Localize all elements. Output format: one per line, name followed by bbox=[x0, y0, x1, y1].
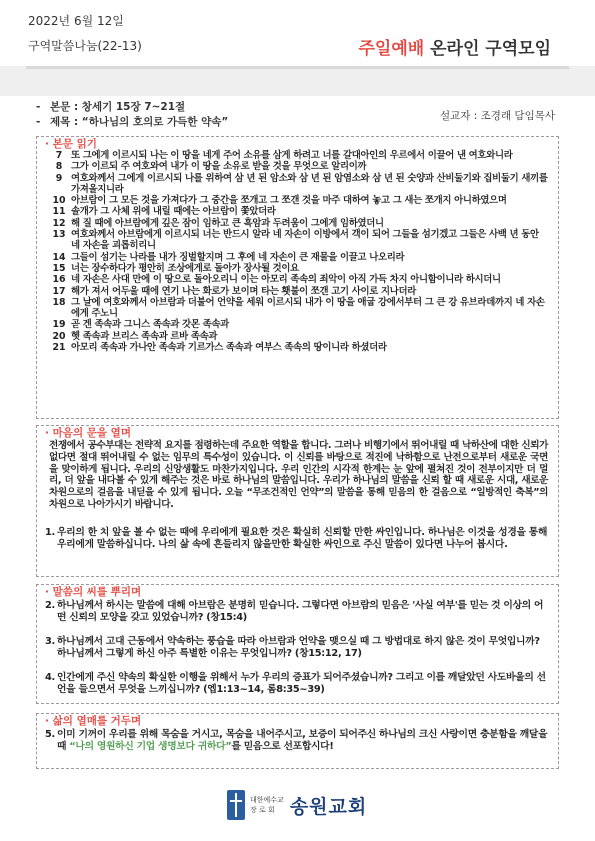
verse-text: 그가 이르되 주 여호와여 내가 이 땅을 소유로 받을 것을 무엇으로 알리이까 bbox=[71, 161, 367, 173]
verse-number: 16 bbox=[52, 274, 66, 286]
verse-row bbox=[47, 195, 550, 206]
preacher-name: 설교자 : 조경래 담임목사 bbox=[440, 110, 555, 122]
verse-text: 솔개가 그 사체 위에 내릴 때에는 아브람이 쫓았더라 bbox=[71, 206, 276, 218]
sermon-title: 제목 : “하나님의 호의로 가득한 약속” bbox=[50, 116, 229, 128]
hymn-quote: “나의 영원하신 기업 생명보다 귀하다” bbox=[69, 741, 232, 753]
verse-number: 7 bbox=[55, 150, 63, 161]
harvest-title: · 삶의 열매를 거두며 bbox=[45, 715, 142, 727]
verse-row bbox=[47, 274, 550, 285]
verse-row bbox=[47, 252, 550, 263]
verse-number: 20 bbox=[52, 330, 66, 342]
verse-row bbox=[47, 218, 550, 229]
question-5: 5. 이미 기꺼이 우리를 위해 목숨을 거시고, 목숨을 내어주시고, 보증이 되어주신 하나님의 크신 사랑이면 충분함을 깨달을 때 “나의 영원하신 기업 생명보다 귀하다”를 믿음으로 선포합시다! bbox=[45, 729, 548, 753]
verse-text: 그 날에 여호와께서 아브람과 더불어 언약을 세워 이르시되 내가 이 땅을 애굽 강에서부터 그 큰 강 유브라데까지 네 자손에게 주노니 bbox=[71, 296, 545, 320]
verse-number: 19 bbox=[52, 319, 66, 331]
verse-text: 해가 져서 어두울 때에 연기 나는 화로가 보이며 타는 횃불이 쪼갠 고기 사이로 지나더라 bbox=[71, 285, 417, 297]
verse-text: 곧 겐 족속과 그니스 족속과 갓몬 족속과 bbox=[71, 319, 229, 331]
page-title-accent: 주일예배 bbox=[358, 39, 425, 59]
verse-number: 18 bbox=[52, 296, 66, 308]
question-2: 2. 하나님께서 하시는 말씀에 대해 아브람은 분명히 믿습니다. 그렇다면 아브람의 믿음은 '사실 여부'를 믿는 것 이상의 어떤 신뢰의 모양을 갖고 있었습니까? (창15:4) bbox=[45, 600, 544, 624]
verse-text: 너는 장수하다가 평안히 조상에게로 돌아가 장사될 것이요 bbox=[71, 262, 299, 274]
sow-word-section bbox=[36, 584, 559, 704]
sermon-info: - 본문 : 창세기 15장 7~21절 - 제목 : “하나님의 호의로 가득한 약속” bbox=[36, 101, 229, 128]
verse-number: 21 bbox=[52, 342, 66, 354]
verse-row bbox=[47, 229, 550, 252]
question-1: 1. 우리의 한 치 앞을 볼 수 없는 때에 우리에게 필요한 것은 확실히 신뢰할 만한 싸인입니다. 하나님은 이것을 성경을 통해 우리에게 말씀하십니다. 나의 삶 속에 흔들리지 않을만한 확실한 싸인으로 주신 말씀이 있다면 나누어 봅시다. bbox=[45, 527, 548, 551]
verse-row bbox=[47, 206, 550, 217]
church-name: 송원교회 bbox=[289, 795, 368, 818]
verse-number: 8 bbox=[55, 161, 63, 173]
bulletin-date: 2022년 6월 12일 bbox=[28, 14, 124, 28]
verse-number: 9 bbox=[55, 172, 63, 184]
verse-number: 10 bbox=[52, 195, 66, 207]
verse-text: 네 자손은 사대 만에 이 땅으로 돌아오리니 이는 아모리 족속의 죄악이 아직 가득 차지 아니함이니라 하시더니 bbox=[71, 274, 501, 286]
header-left bbox=[28, 12, 142, 54]
bulletin-subtitle: 구역말씀나눔(22-13) bbox=[28, 39, 142, 53]
reading-section-title: · 본문 읽기 bbox=[45, 138, 97, 150]
verse-row bbox=[47, 161, 550, 172]
church-logo bbox=[227, 790, 367, 820]
verse-text: 여호와께서 아브람에게 이르시되 너는 반드시 알라 네 자손이 이방에서 객이 되어 그들을 섬기겠고 그들은 사백 년 동안 네 자손을 괴롭히리니 bbox=[71, 229, 539, 252]
verse-row bbox=[47, 297, 550, 320]
question-4: 4. 인간에게 주신 약속의 확실한 이행을 위해서 누가 우리의 증표가 되어주셨습니까? 그리고 이를 깨달았던 사도바울의 선언을 들으면서 무엇을 느끼십니까? (엡1:13~14, 롬8:35~39) bbox=[45, 672, 546, 696]
question-3: 3. 하나님께서 고대 근동에서 약속하는 풍습을 따라 아브람과 언약을 맺으실 때 그 방법대로 하지 않은 것이 무엇입니까? 하나님께서 그렇게 하신 아주 특별한 이유는 무엇입니까? (창15:12, 17) bbox=[45, 636, 540, 660]
verse-row bbox=[47, 286, 550, 297]
verse-row bbox=[47, 319, 550, 330]
verse-row bbox=[47, 342, 550, 353]
verse-text: 아브람이 그 모든 것을 가져다가 그 중간을 쪼개고 그 쪼갠 것을 마주 대하여 놓고 그 새는 쪼개지 아니하였으며 bbox=[71, 195, 507, 207]
verse-number: 15 bbox=[52, 262, 66, 274]
open-heart-section bbox=[36, 425, 559, 577]
harvest-section bbox=[36, 713, 559, 769]
verse-text: 헷 족속과 브리스 족속과 르바 족속과 bbox=[71, 330, 218, 342]
verse-text: 해 질 때에 아브람에게 깊은 잠이 임하고 큰 흑암과 두려움이 그에게 임하였더니 bbox=[71, 217, 384, 229]
open-heart-title: · 마음의 문을 열며 bbox=[45, 427, 131, 439]
verse-row bbox=[47, 331, 550, 342]
page-title-rest: 온라인 구역모임 bbox=[424, 39, 551, 59]
verse-text: 그들이 섬기는 나라를 내가 징벌할지며 그 후에 네 자손이 큰 재물을 이끌고 나오리라 bbox=[71, 251, 405, 263]
intro-paragraph: 전쟁에서 공수부대는 전략적 요지를 점령하는데 주요한 역할을 합니다. 그러나 비행기에서 뛰어내릴 때 낙하산에 대한 신뢰가 없다면 절대 뛰어내릴 수 없는 임무의 특수성이 있습니다. 이 신뢰를 바탕으로 적진에 낙하함으로 난전으로부터 새로운 국면을 맞이하게 됩니다. 우리의 신앙생활도 마찬가지입니다. 우리 인간의 시각적 한계는 눈 앞에 펼쳐진 것이 전부이지만 더 멀리, 더 앞을 내다볼 수 있게 해주는 것은 바로 하나님의 말씀입니다. 우리가 하나님의 말씀을 신뢰 할 때 새로운 시대, 새로운 차원으로의 걸음을 내딛을 수 있게 됩니다. 오늘 “무조건적인 언약”의 말씀을 통해 믿음의 한 걸음으로 “일방적인 축복”의 차원으로 나아가시기 바랍니다. bbox=[49, 440, 548, 510]
verse-row bbox=[47, 150, 550, 161]
sow-word-title: · 말씀의 씨를 뿌리며 bbox=[45, 586, 142, 598]
text-reference: 본문 : 창세기 15장 7~21절 bbox=[50, 101, 186, 113]
verse-row bbox=[47, 173, 550, 196]
verse-number: 17 bbox=[52, 285, 66, 297]
verse-row bbox=[47, 263, 550, 274]
verse-text: 여호와께서 그에게 이르시되 나를 위하여 삼 년 된 암소와 삼 년 된 암염소와 삼 년 된 숫양과 산비둘기와 집비둘기 새끼를 가져올지니라 bbox=[71, 172, 548, 195]
verse-text: 또 그에게 이르시되 나는 이 땅을 네게 주어 소유를 삼게 하려고 너를 갈대아인의 우르에서 이끌어 낸 여호와니라 bbox=[71, 150, 513, 161]
page-title bbox=[359, 34, 552, 59]
verse-number: 14 bbox=[52, 251, 66, 263]
cross-icon bbox=[227, 790, 245, 820]
verse-number: 11 bbox=[52, 206, 66, 218]
denomination: 대한예수교 장 로 회 bbox=[250, 796, 284, 814]
reading-section bbox=[36, 136, 559, 419]
verse-number: 12 bbox=[52, 217, 66, 229]
verse-number: 13 bbox=[52, 229, 66, 241]
verse-text: 아모리 족속과 가나안 족속과 기르가스 족속과 여부스 족속의 땅이니라 하셨더라 bbox=[71, 342, 387, 354]
header-band bbox=[0, 66, 595, 96]
verse-list bbox=[47, 150, 550, 353]
